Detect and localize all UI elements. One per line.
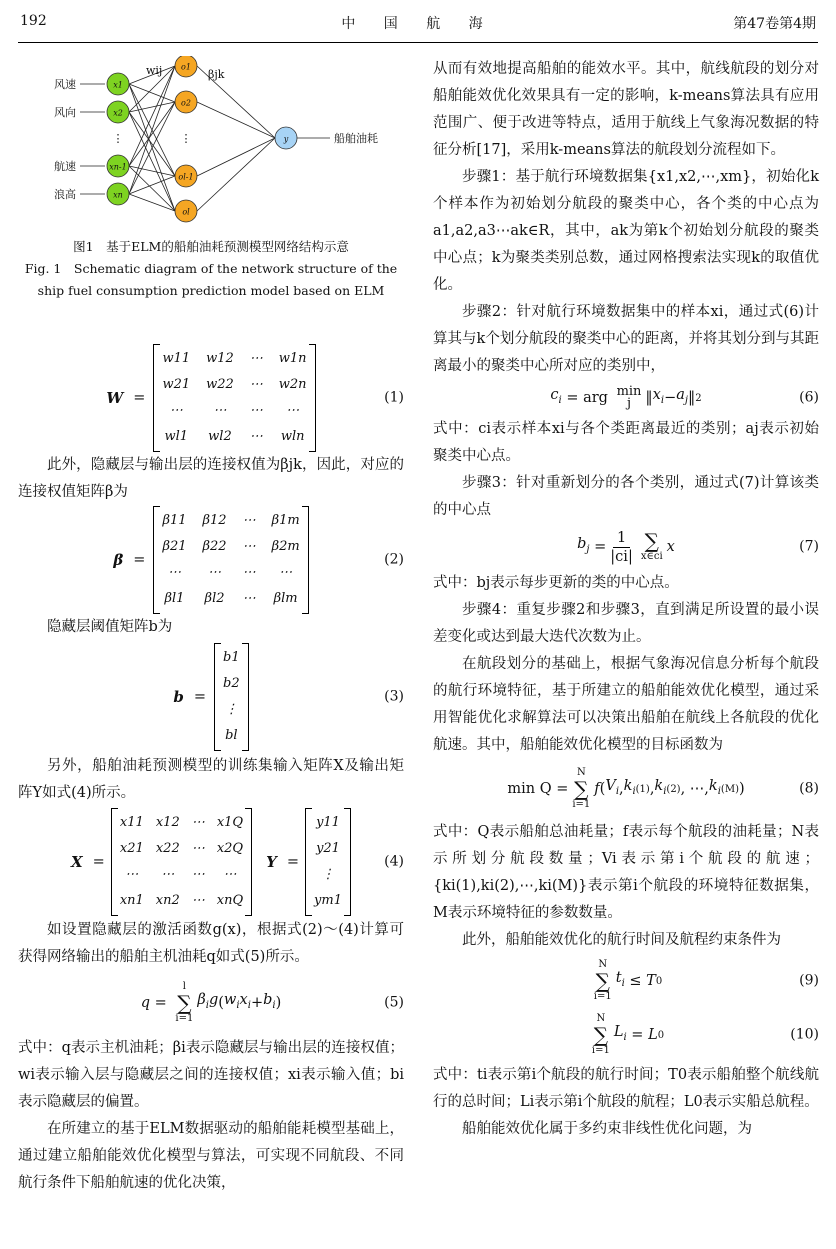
matrix-w-cell: ⋯ bbox=[213, 403, 227, 418]
matrix-x bbox=[111, 808, 252, 916]
eq8-number: (8) bbox=[799, 780, 819, 797]
output-label: 船舶油耗 bbox=[334, 132, 378, 145]
matrix-beta-cell: ⋯ bbox=[208, 565, 222, 580]
weight-label-beta: βjk bbox=[208, 68, 225, 81]
matrix-w bbox=[153, 344, 315, 452]
matrix-beta-cell: βl2 bbox=[204, 591, 225, 606]
matrix-beta-cell: ⋯ bbox=[242, 513, 256, 528]
matrix-w-cell: w12 bbox=[206, 351, 234, 366]
matrix-y-cell: y11 bbox=[316, 815, 340, 830]
hidden-node-label: o2 bbox=[181, 98, 191, 108]
page-number: 192 bbox=[20, 13, 47, 29]
volume-issue: 第47卷第4期 bbox=[733, 16, 816, 32]
header-rule bbox=[18, 42, 818, 43]
matrix-b bbox=[214, 643, 249, 751]
eq4-lhs-x: X bbox=[71, 852, 83, 871]
matrix-beta-cell: βlm bbox=[273, 591, 298, 606]
matrix-beta-cell: β12 bbox=[202, 513, 227, 528]
input-feature-label: 风速 bbox=[54, 78, 76, 91]
matrix-beta-cell: β2m bbox=[271, 539, 300, 554]
input-node-label: x2 bbox=[113, 108, 123, 118]
matrix-w-cell: ⋯ bbox=[286, 403, 300, 418]
matrix-beta-cell: ⋯ bbox=[242, 539, 256, 554]
matrix-w-cell: ⋯ bbox=[169, 403, 183, 418]
matrix-w-cell: w2n bbox=[278, 377, 307, 392]
eq3-lhs: b bbox=[173, 687, 184, 706]
right-column bbox=[433, 56, 819, 1143]
input-node-label: x1 bbox=[113, 80, 123, 90]
matrix-x-cell: ⋯ bbox=[125, 867, 139, 882]
matrix-x-cell: xn1 bbox=[119, 893, 144, 908]
matrix-beta-cell: ⋯ bbox=[242, 565, 256, 580]
hidden-node-label: ol bbox=[182, 207, 190, 217]
matrix-x-cell: x12 bbox=[155, 815, 180, 830]
matrix-beta-cell: ⋯ bbox=[279, 565, 293, 580]
matrix-w-cell: ⋯ bbox=[249, 377, 263, 392]
input-feature-label: 航速 bbox=[54, 160, 76, 173]
matrix-x-cell: ⋯ bbox=[223, 867, 237, 882]
journal-title: 中 国 航 海 bbox=[341, 16, 495, 32]
matrix-x-cell: x1Q bbox=[216, 815, 244, 830]
matrix-beta-cell: β22 bbox=[202, 539, 227, 554]
equation-3: b = b1 b2 ⋮ bl (3) bbox=[18, 641, 404, 753]
eq5-number: (5) bbox=[384, 994, 404, 1011]
paragraph-step-3: 步骤3：针对重新划分的各个类别，通过式(7)计算该类的中心点 bbox=[433, 475, 819, 518]
paragraph-eq5-where: 式中：q表示主机油耗；βi表示隐藏层与输出层的连接权值；wi表示输入层与隐藏层之间的连接权值；xi表示输入值；bi表示隐藏层的偏置。 bbox=[18, 1040, 404, 1110]
matrix-beta-cell: ⋯ bbox=[242, 591, 256, 606]
matrix-y-cell: ⋮ bbox=[321, 867, 335, 882]
paragraph-eq8-where: 式中：Q表示船舶总油耗量；f表示每个航段的油耗量；N表示所划分航段数量；Vi表示第i个航段的航速；{ki(1),ki(2),⋯,ki(M)}表示第i个航段的环境特征数据集，M表示环境特征的参数数量。 bbox=[433, 824, 819, 921]
matrix-beta-cell: βl1 bbox=[164, 591, 185, 606]
matrix-y bbox=[305, 808, 351, 916]
input-node-label: xn bbox=[113, 190, 123, 200]
figure-caption-en-1: Fig. 1 Schematic diagram of the network structure of the bbox=[24, 261, 398, 276]
network-diagram bbox=[18, 56, 404, 236]
paragraph-activation: 如设置隐藏层的激活函数g(x)，根据式(2)～(4)计算可获得网络输出的船舶主机油耗q如式(5)所示。 bbox=[18, 922, 404, 965]
eq7-fraction: $\frac{1}{|ci|}$ bbox=[610, 529, 633, 565]
paragraph-step-1: 步骤1：基于航行环境数据集{x1,x2,⋯,xm}，初始化k个样本作为初始划分航段的聚类中心，各个类的中心点为a1,a2,a3⋯ak∈R，其中，ak为第k个初始划分航段的聚类中心点；k为聚类类别总数，通过网格搜索法实现k的取值优化。 bbox=[433, 169, 819, 293]
eq9-number: (9) bbox=[799, 972, 819, 989]
eq9-sum: N ∑ i=1 bbox=[593, 959, 612, 1002]
matrix-y-cell: ym1 bbox=[314, 893, 342, 908]
matrix-x-cell: ⋯ bbox=[191, 841, 205, 856]
eq8-sum: N ∑ i=1 bbox=[572, 767, 591, 810]
matrix-w-cell: w22 bbox=[206, 377, 234, 392]
hidden-node-label: o1 bbox=[181, 62, 191, 72]
input-node-label: xn-1 bbox=[109, 162, 127, 172]
matrix-b-cell: b1 bbox=[223, 650, 240, 665]
eq1-number: (1) bbox=[384, 389, 404, 406]
matrix-x-cell: ⋯ bbox=[161, 867, 175, 882]
equation-10: N ∑ i=1 $L_i$ = L 0 (10) bbox=[591, 1013, 819, 1056]
input-ellipsis: ⋮ bbox=[112, 132, 124, 145]
paragraph-step-4: 步骤4：重复步骤2和步骤3，直到满足所设置的最小误差变化或达到最大迭代次数为止。 bbox=[433, 602, 819, 645]
equation-2: β = β11 β12 ⋯ β1m β21 β22 ⋯ β2m ⋯ ⋯ ⋯ ⋯ βl1 βl2 ⋯ βlm (2) bbox=[18, 506, 404, 614]
eq1-lhs: W bbox=[106, 388, 124, 407]
eq10-sum: N ∑ i=1 bbox=[591, 1013, 610, 1056]
paragraph-objective-intro: 在航段划分的基础上，根据气象海况信息分析每个航段的航行环境特征，基于所建立的船舶能效优化模型，通过采用智能优化求解算法可以决策出船舶在航线上各航段的优化航速。其中，船舶能效优化模型的目标函数为 bbox=[433, 656, 819, 753]
matrix-b-cell: ⋮ bbox=[224, 702, 238, 717]
matrix-beta-cell: β11 bbox=[162, 513, 187, 528]
matrix-beta-cell: ⋯ bbox=[167, 565, 181, 580]
weight-label-w: wij bbox=[146, 64, 163, 77]
paragraph-beta-intro: 此外，隐藏层与输出层的连接权值为βjk，因此，对应的连接权值矩阵β为 bbox=[18, 457, 404, 500]
network-edge bbox=[197, 102, 275, 138]
matrix-x-cell: xn2 bbox=[155, 893, 180, 908]
network-edge bbox=[129, 102, 175, 166]
network-edge bbox=[129, 112, 175, 176]
network-edge bbox=[129, 84, 175, 102]
matrix-y-cell: y21 bbox=[316, 841, 340, 856]
matrix-w-cell: ⋯ bbox=[249, 429, 263, 444]
figure-caption-cn: 图1 基于ELM的船舶油耗预测模型网络结构示意 bbox=[73, 239, 349, 254]
paragraph-eq7-where: 式中：bj表示每步更新的类的中心点。 bbox=[433, 575, 679, 591]
equation-4: X = x11 x12 ⋯ x1Q x21 x22 ⋯ x2Q ⋯ ⋯ ⋯ ⋯ xn1 xn2 ⋯ xnQ Y = y11 y21 ⋮ ym1 (4) bbox=[18, 807, 404, 917]
paragraph-optimization: 船舶能效优化属于多约束非线性优化问题，为 bbox=[462, 1121, 752, 1137]
paragraph-xy-intro: 另外，船舶油耗预测模型的训练集输入矩阵X及输出矩阵Y如式(4)所示。 bbox=[18, 758, 404, 801]
eq7-sum: ∑ x∈ci bbox=[640, 529, 663, 562]
equation-9: N ∑ i=1 $t_i$ ≤ T 0 (9) bbox=[593, 959, 819, 1002]
equation-6: $c_i$ = arg min j ‖ $x_i$ − $a_j$ ‖ 2 (6) bbox=[550, 384, 819, 411]
equation-8: min Q = N ∑ i=1 f ( $V_i$ , $k_i$ (1) , $k_i$ (2) , ⋯, $k_i$ (M) ) (8) bbox=[507, 767, 819, 810]
network-edge bbox=[197, 138, 275, 211]
equation-1: W = w11 w12 ⋯ w1n w21 w22 ⋯ w2n ⋯ ⋯ ⋯ ⋯ wl1 wl2 ⋯ wln (1) bbox=[18, 344, 404, 452]
network-edge bbox=[129, 166, 175, 211]
eq2-number: (2) bbox=[384, 551, 404, 568]
eq3-number: (3) bbox=[384, 688, 404, 705]
matrix-w-cell: ⋯ bbox=[249, 403, 263, 418]
paragraph-kmeans-intro: 从而有效地提高船舶的能效水平。其中，航线航段的划分对船舶能效优化效果具有一定的影响，k-means算法具有应用范围广、便于改进等特点，适用于航线上气象海况数据的特征分析[17]，采用k-means算法的航段划分流程如下。 bbox=[433, 61, 819, 158]
matrix-w-cell: ⋯ bbox=[249, 351, 263, 366]
output-node-label: y bbox=[283, 134, 289, 144]
matrix-x-cell: ⋯ bbox=[191, 815, 205, 830]
hidden-node-label: ol-1 bbox=[178, 172, 194, 182]
eq7-number: (7) bbox=[799, 538, 819, 555]
hidden-ellipsis: ⋮ bbox=[180, 132, 192, 145]
input-feature-label: 风向 bbox=[54, 106, 76, 119]
matrix-x-cell: ⋯ bbox=[191, 893, 205, 908]
matrix-x-cell: ⋯ bbox=[191, 867, 205, 882]
matrix-b-cell: bl bbox=[225, 728, 238, 743]
paragraph-eq6-where: 式中：ci表示样本xi与各个类距离最近的类别；aj表示初始聚类中心点。 bbox=[433, 421, 819, 464]
matrix-beta-cell: β21 bbox=[162, 539, 187, 554]
matrix-w-cell: w21 bbox=[162, 377, 191, 392]
eq4-number: (4) bbox=[384, 853, 404, 870]
left-column bbox=[18, 56, 404, 1197]
matrix-x-cell: x22 bbox=[155, 841, 180, 856]
matrix-x-cell: x11 bbox=[119, 815, 144, 830]
eq4-lhs-y: Y bbox=[266, 852, 277, 871]
equation-5: q = l ∑ i=1 $\beta_ig$ ( $w_ix_i$ + $b_i$ ) (5) bbox=[140, 981, 404, 1024]
matrix-beta bbox=[153, 506, 308, 614]
eq2-lhs: β bbox=[113, 550, 124, 569]
matrix-w-cell: w1n bbox=[278, 351, 307, 366]
matrix-w-cell: wl1 bbox=[164, 429, 189, 444]
paragraph-step-2: 步骤2：针对航行环境数据集中的样本xi，通过式(6)计算其与k个划分航段的聚类中心的距离，并将其划分到与其距离最小的聚类中心所对应的类别中， bbox=[433, 304, 819, 374]
equation-7: $b_j$ = $\frac{1}{|ci|}$ ∑ x∈ci x (7) bbox=[577, 529, 819, 565]
matrix-w-cell: wl2 bbox=[208, 429, 232, 444]
matrix-x-cell: xnQ bbox=[216, 893, 244, 908]
paragraph-elm-model: 在所建立的基于ELM数据驱动的船舶能耗模型基础上，通过建立船舶能效优化模型与算法，可实现不同航段、不同航行条件下船舶航速的优化决策， bbox=[18, 1121, 404, 1191]
matrix-w-cell: w11 bbox=[162, 351, 191, 366]
eq6-number: (6) bbox=[799, 389, 819, 406]
paragraph-eq10-where: 式中：ti表示第i个航段的航行时间；T0表示船舶整个航线航行的总时间；Li表示第i个航段的航程；L0表示实船总航程。 bbox=[433, 1067, 819, 1110]
matrix-beta-cell: β1m bbox=[271, 513, 300, 528]
eq5-sum: l ∑ i=1 bbox=[175, 981, 194, 1024]
matrix-w-cell: wln bbox=[280, 429, 305, 444]
eq10-number: (10) bbox=[790, 1026, 819, 1043]
elm-network-figure bbox=[18, 56, 404, 236]
input-feature-label: 浪高 bbox=[54, 188, 76, 201]
paragraph-constraints-intro: 此外，船舶能效优化的航行时间及航程约束条件为 bbox=[462, 932, 781, 948]
paragraph-b-intro: 隐藏层阈值矩阵b为 bbox=[47, 619, 173, 635]
figure-caption-en-2: ship fuel consumption prediction model based on ELM bbox=[37, 283, 385, 298]
matrix-x-cell: x2Q bbox=[216, 841, 244, 856]
matrix-x-cell: x21 bbox=[119, 841, 144, 856]
network-edge bbox=[197, 138, 275, 176]
matrix-b-cell: b2 bbox=[223, 676, 240, 691]
